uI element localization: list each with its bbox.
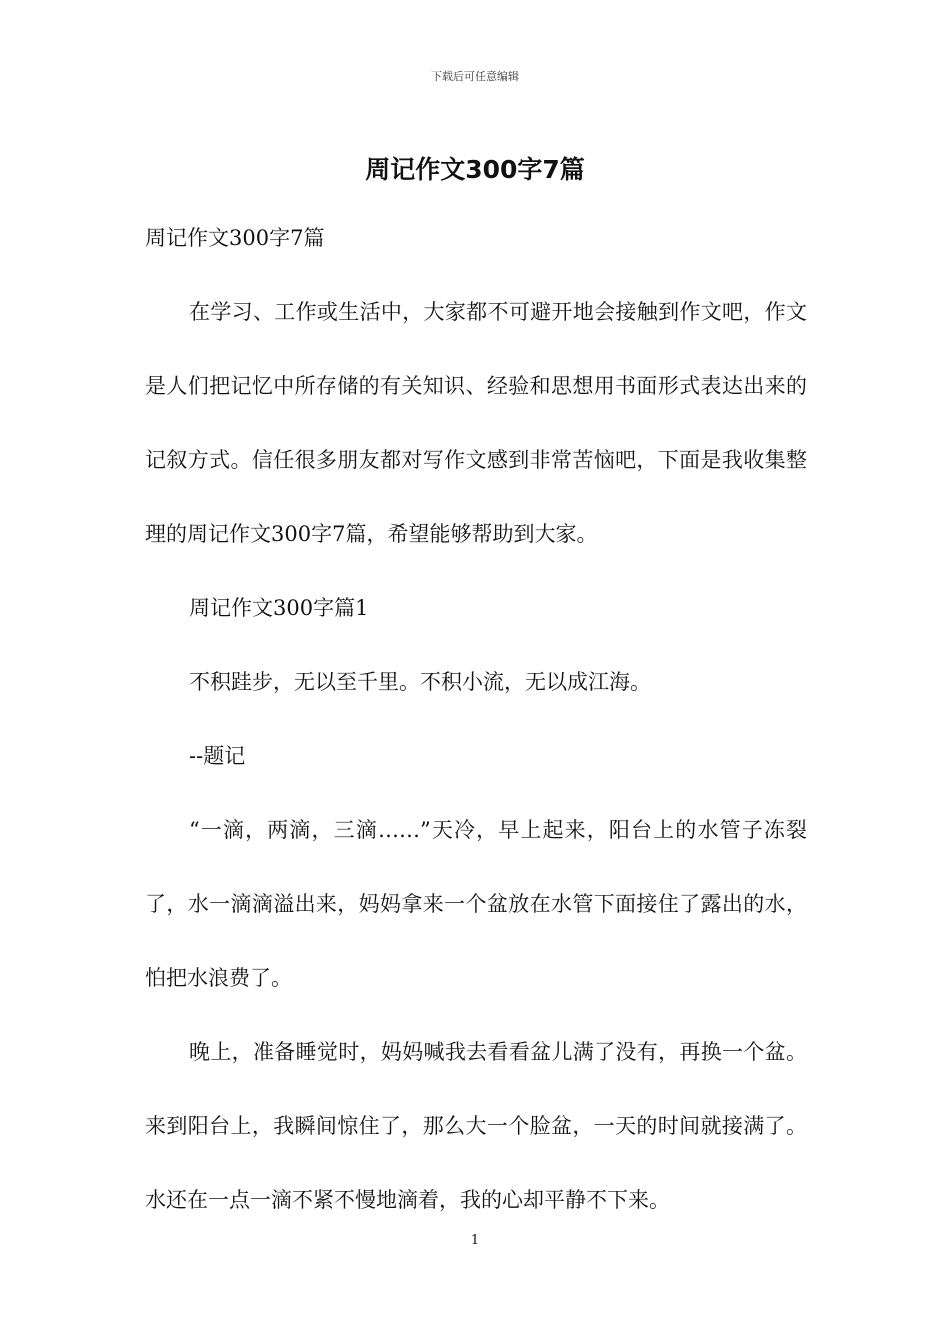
page-header: 下载后可任意编辑 (431, 70, 519, 83)
section-heading: 周记作文300字篇1 (189, 596, 369, 620)
body-paragraph: “一滴，两滴，三滴……”天冷，早上起来，阳台上的水管子冻裂了，水一滴滴溢出来，妈妈拿来一个盆放在水管下面接住了露出的水，怕把水浪费了。 (145, 818, 807, 990)
epigraph-paragraph: 不积跬步，无以至千里。不积小流，无以成江海。 (189, 670, 651, 694)
epigraph-attribution: --题记 (189, 744, 246, 768)
intro-paragraph: 在学习、工作或生活中，大家都不可避开地会接触到作文吧，作文是人们把记忆中所存储的有关知识、经验和思想用书面形式表达出来的记叙方式。信任很多朋友都对写作文感到非常苦恼吧，下面是我收集整理的周记作文300字7篇，希望能够帮助到大家。 (145, 300, 807, 546)
document-title: 周记作文300字7篇 (365, 155, 585, 184)
document-body (145, 201, 807, 1237)
page-number: 1 (470, 1233, 480, 1248)
body-paragraph: 晚上，准备睡觉时，妈妈喊我去看看盆儿满了没有，再换一个盆。来到阳台上，我瞬间惊住了，那么大一个脸盆，一天的时间就接满了。水还在一点一滴不紧不慢地滴着，我的心却平静不下来。 (145, 1040, 807, 1212)
subtitle-paragraph: 周记作文300字7篇 (145, 226, 325, 250)
